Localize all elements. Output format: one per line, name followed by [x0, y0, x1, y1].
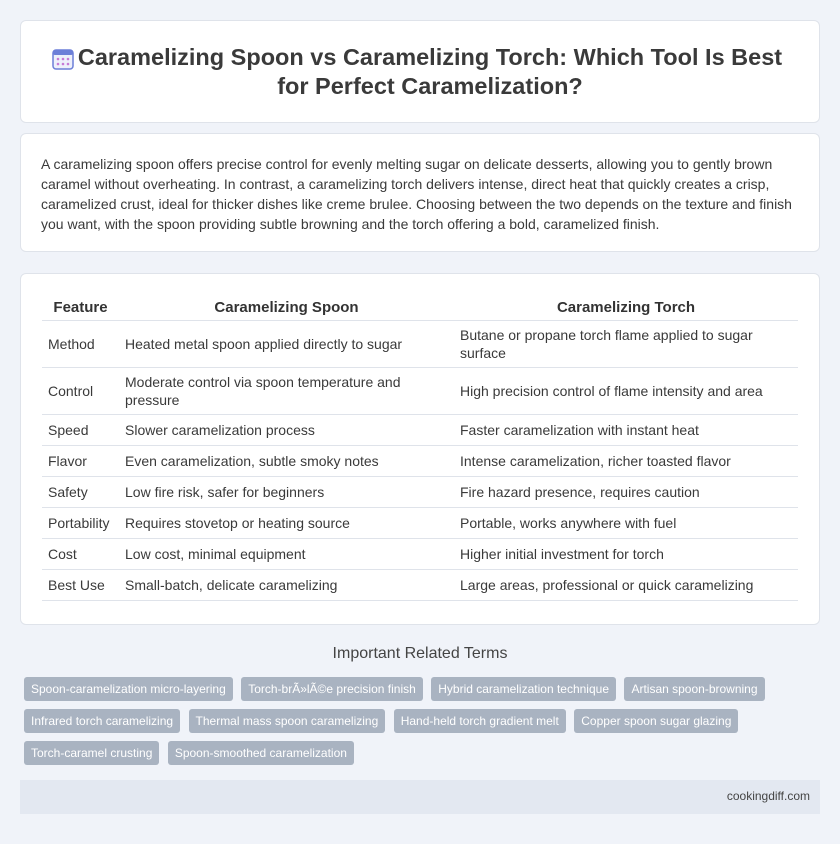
feature-cell: Flavor [42, 446, 119, 477]
spoon-cell: Moderate control via spoon temperature and pressure [119, 368, 454, 415]
related-term-tag[interactable]: Hand-held torch gradient melt [394, 709, 566, 733]
table-row [42, 415, 798, 446]
table-row [42, 508, 798, 539]
torch-cell: Large areas, professional or quick caramelizing [454, 570, 798, 601]
header-feature: Feature [42, 296, 119, 321]
table-row [42, 570, 798, 601]
related-term-tag[interactable]: Hybrid caramelization technique [431, 677, 616, 701]
torch-cell: Butane or propane torch flame applied to sugar surface [454, 321, 798, 368]
table-row [42, 321, 798, 368]
comparison-table [42, 296, 798, 601]
torch-cell: Faster caramelization with instant heat [454, 415, 798, 446]
table-row [42, 446, 798, 477]
related-terms-list [24, 677, 804, 773]
spoon-cell: Low fire risk, safer for beginners [119, 477, 454, 508]
intro-paragraph: A caramelizing spoon offers precise control for evenly melting sugar on delicate desserts, allowing you to gently brown caramel without overheating. In contrast, a caramelizing torch delivers intense, direct heat that quickly creates a crisp, caramelized crust, ideal for thicker dishes like creme brulee. Choosing between the two depends on the texture and finish you want, with the spoon providing subtle browning and the torch offering a bold, caramelized finish. [41, 156, 792, 232]
spoon-cell: Heated metal spoon applied directly to sugar [119, 321, 454, 368]
related-term-tag[interactable]: Torch-caramel crusting [24, 741, 159, 765]
related-term-tag[interactable]: Spoon-caramelization micro-layering [24, 677, 233, 701]
page-title: Caramelizing Spoon vs Caramelizing Torch: Which Tool Is Best for Perfect Caramelization? [77, 44, 783, 99]
header-torch: Caramelizing Torch [454, 296, 798, 321]
intro-card [20, 133, 820, 252]
spoon-cell: Slower caramelization process [119, 415, 454, 446]
related-term-tag[interactable]: Infrared torch caramelizing [24, 709, 180, 733]
spoon-cell: Low cost, minimal equipment [119, 539, 454, 570]
torch-cell: Portable, works anywhere with fuel [454, 508, 798, 539]
feature-cell: Portability [42, 508, 119, 539]
title-card [20, 20, 820, 123]
header-spoon: Caramelizing Spoon [119, 296, 454, 321]
feature-cell: Speed [42, 415, 119, 446]
table-row [42, 477, 798, 508]
related-term-tag[interactable]: Thermal mass spoon caramelizing [189, 709, 386, 733]
related-term-tag[interactable]: Torch-brÃ»lÃ©e precision finish [241, 677, 423, 701]
spoon-cell: Requires stovetop or heating source [119, 508, 454, 539]
table-row [42, 368, 798, 415]
feature-cell: Best Use [42, 570, 119, 601]
feature-cell: Safety [42, 477, 119, 508]
torch-cell: High precision control of flame intensity and area [454, 368, 798, 415]
torch-cell: Higher initial investment for torch [454, 539, 798, 570]
related-term-tag[interactable]: Artisan spoon-browning [624, 677, 764, 701]
table-header-row [42, 296, 798, 321]
related-term-tag[interactable]: Spoon-smoothed caramelization [168, 741, 354, 765]
footer [20, 780, 820, 814]
feature-cell: Control [42, 368, 119, 415]
table-row [42, 539, 798, 570]
spoon-cell: Small-batch, delicate caramelizing [119, 570, 454, 601]
spoon-cell: Even caramelization, subtle smoky notes [119, 446, 454, 477]
torch-cell: Fire hazard presence, requires caution [454, 477, 798, 508]
footer-site-link[interactable]: cookingdiff.com [726, 789, 810, 803]
torch-cell: Intense caramelization, richer toasted flavor [454, 446, 798, 477]
related-terms-title: Important Related Terms [332, 645, 508, 662]
feature-cell: Method [42, 321, 119, 368]
feature-cell: Cost [42, 539, 119, 570]
comparison-card [20, 273, 820, 625]
related-term-tag[interactable]: Copper spoon sugar glazing [574, 709, 738, 733]
